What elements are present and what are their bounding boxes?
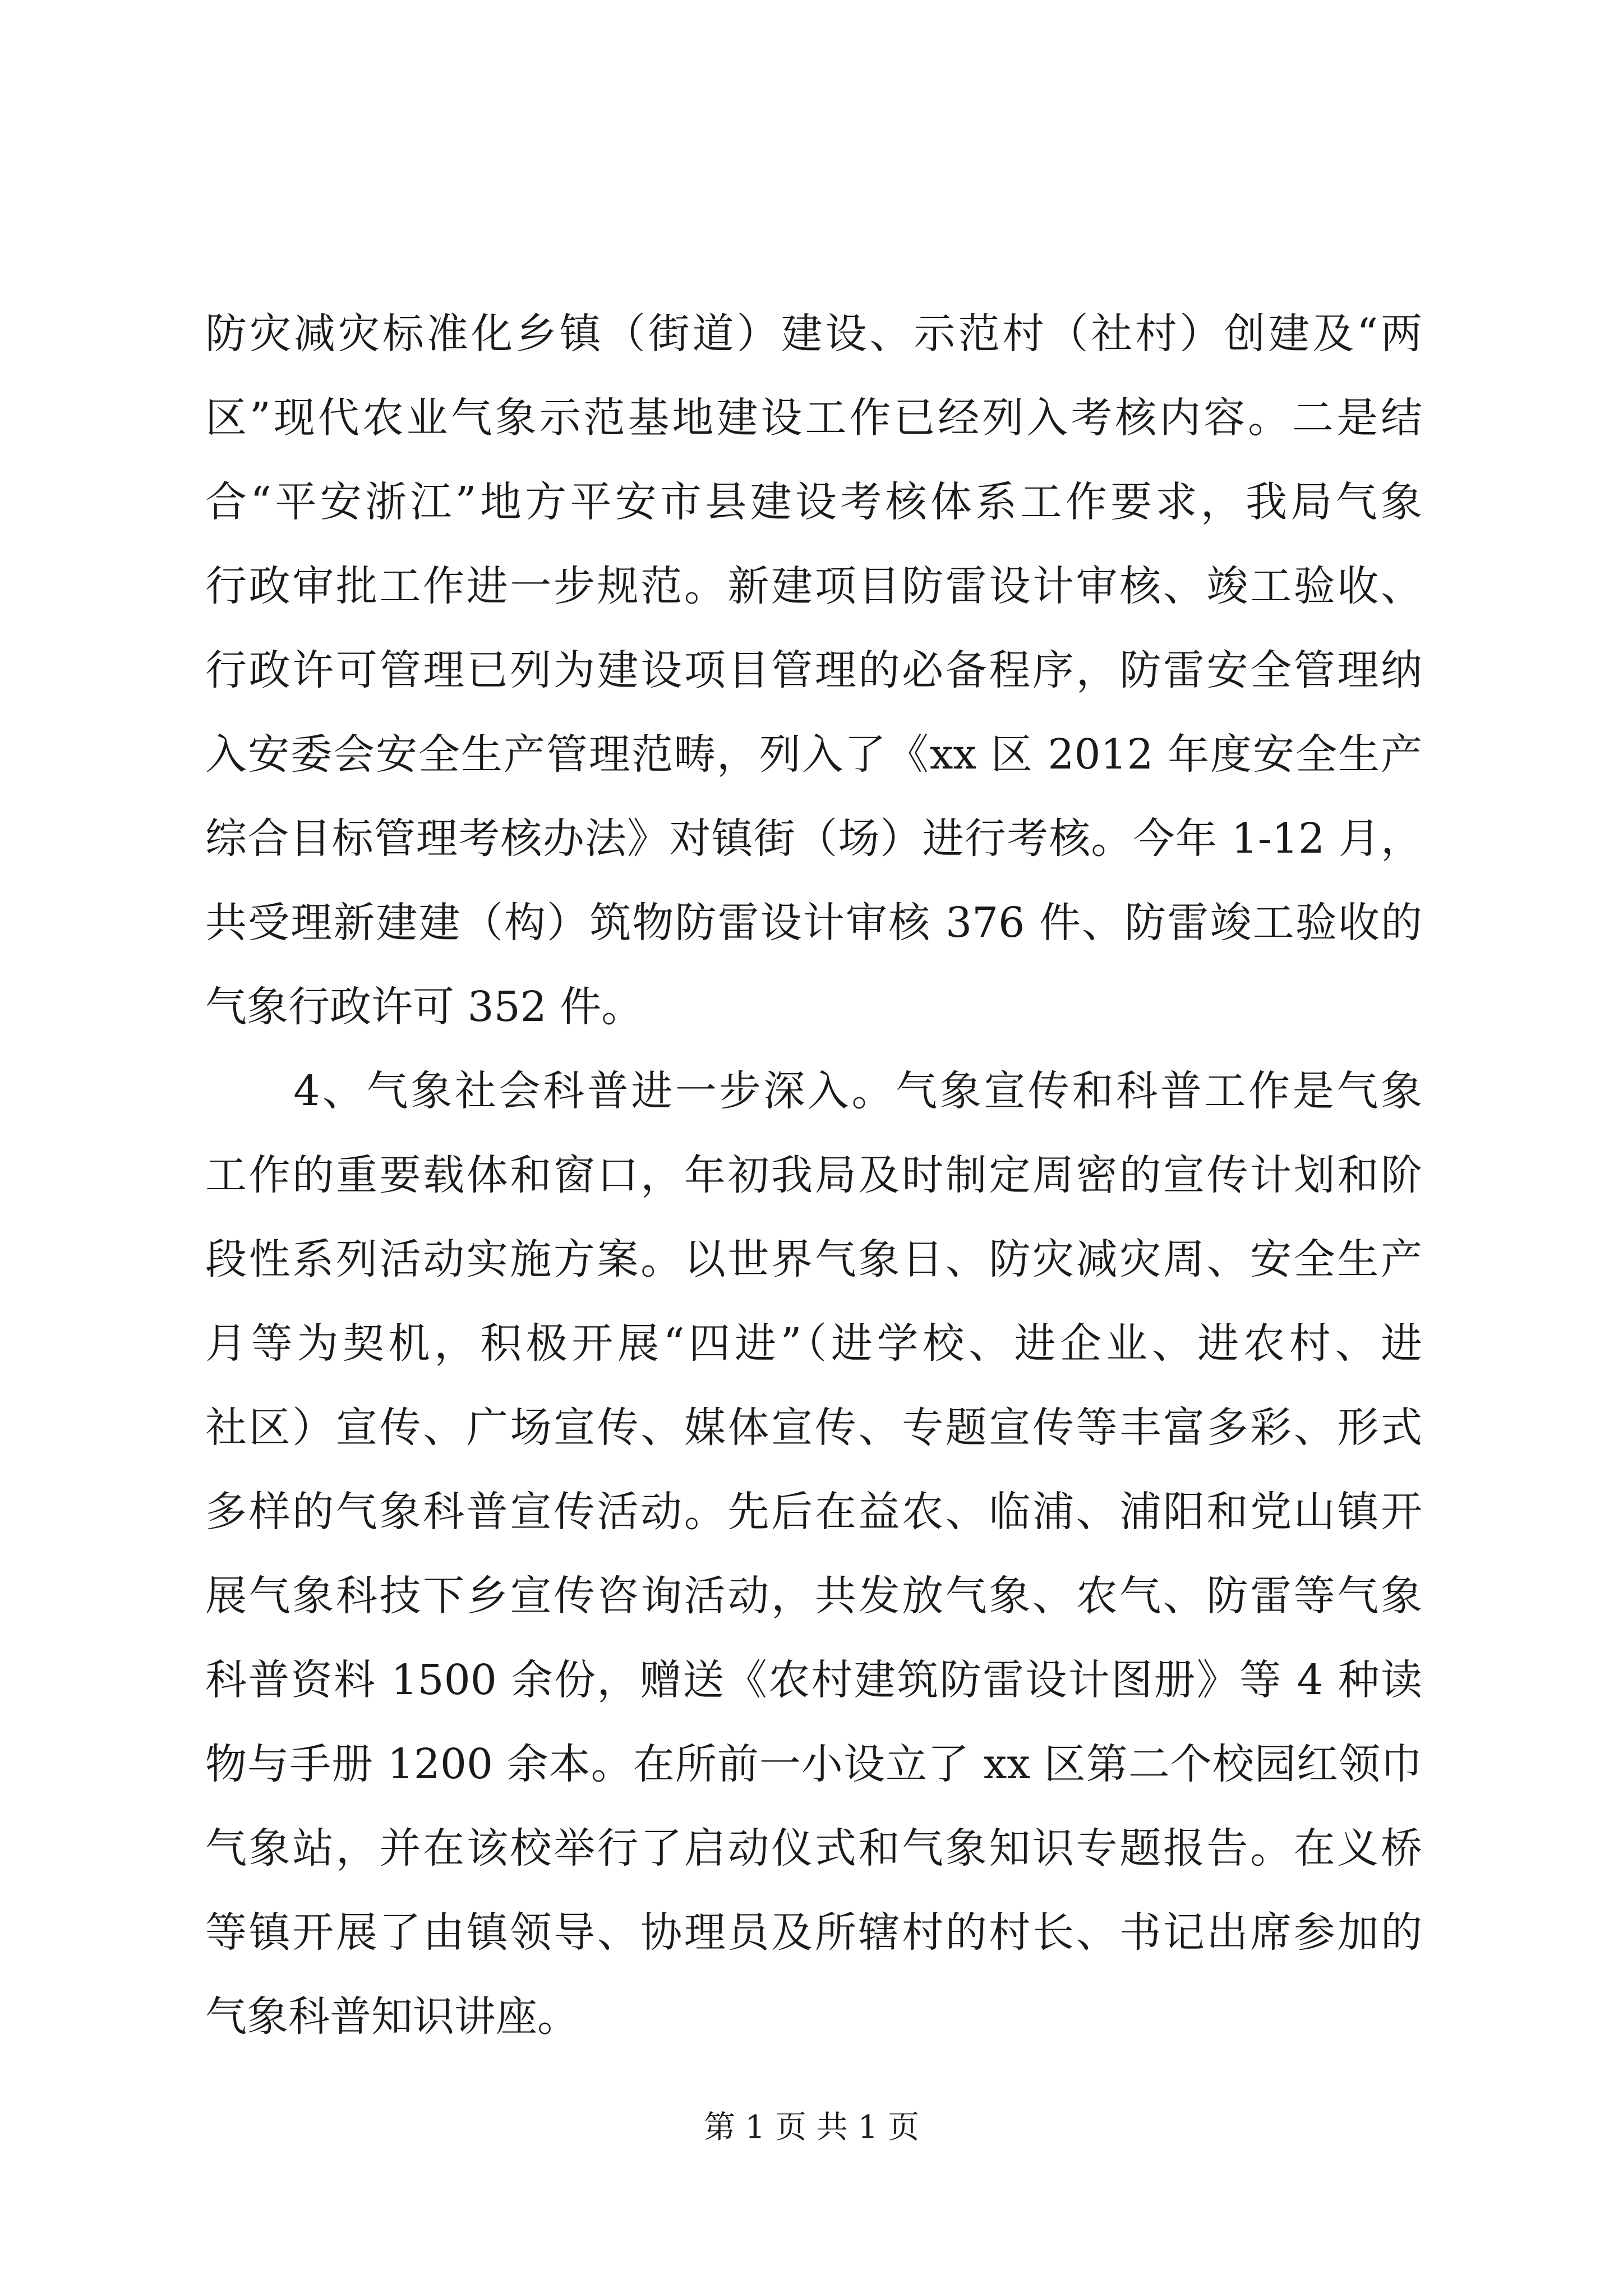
text-line: 防灾减灾标准化乡镇（街道）建设、示范村（社村）创建及“两 <box>205 310 1422 358</box>
text-line: 物与手册 1200 余本。在所前一小设立了 xx 区第二个校园红领巾 <box>205 1740 1422 1788</box>
text-line: 气象科普知识讲座。 <box>205 1993 579 2041</box>
text-line: 科普资料 1500 余份，赠送《农村建筑防雷设计图册》等 4 种读 <box>205 1656 1422 1704</box>
document-body <box>205 292 1422 2059</box>
text-line: 社区）宣传、广场宣传、媒体宣传、专题宣传等丰富多彩、形式 <box>205 1404 1422 1452</box>
page-number-footer: 第 1 页 共 1 页 <box>703 2109 920 2146</box>
text-line: 工作的重要载体和窗口，年初我局及时制定周密的宣传计划和阶 <box>205 1151 1422 1199</box>
text-line: 区”现代农业气象示范基地建设工作已经列入考核内容。二是结 <box>205 394 1422 442</box>
text-line: 多样的气象科普宣传活动。先后在益农、临浦、浦阳和党山镇开 <box>205 1488 1422 1536</box>
text-line: 行政许可管理已列为建设项目管理的必备程序，防雷安全管理纳 <box>205 646 1422 694</box>
text-line: 行政审批工作进一步规范。新建项目防雷设计审核、竣工验收、 <box>205 562 1422 610</box>
text-line: 共受理新建建（构）筑物防雷设计审核 376 件、防雷竣工验收的 <box>205 899 1422 947</box>
text-line: 综合目标管理考核办法》对镇街（场）进行考核。今年 1-12 月， <box>205 815 1422 863</box>
text-line: 展气象科技下乡宣传咨询活动，共发放气象、农气、防雷等气象 <box>205 1572 1422 1620</box>
text-line: 合“平安浙江”地方平安市县建设考核体系工作要求，我局气象 <box>205 478 1422 526</box>
paragraph-approval <box>205 292 1422 1049</box>
text-line: 4、气象社会科普进一步深入。气象宣传和科普工作是气象 <box>205 1067 1422 1115</box>
text-line: 段性系列活动实施方案。以世界气象日、防灾减灾周、安全生产 <box>205 1235 1422 1283</box>
text-line: 月等为契机，积极开展“四进”（进学校、进企业、进农村、进 <box>205 1319 1422 1368</box>
text-line: 气象行政许可 352 件。 <box>205 983 643 1031</box>
text-line: 等镇开展了由镇领导、协理员及所辖村的村长、书记出席参加的 <box>205 1908 1422 1957</box>
text-line: 气象站，并在该校举行了启动仪式和气象知识专题报告。在义桥 <box>205 1824 1422 1872</box>
paragraph-science-outreach <box>205 1049 1422 2059</box>
text-line: 入安委会安全生产管理范畴，列入了《xx 区 2012 年度安全生产 <box>205 730 1422 779</box>
